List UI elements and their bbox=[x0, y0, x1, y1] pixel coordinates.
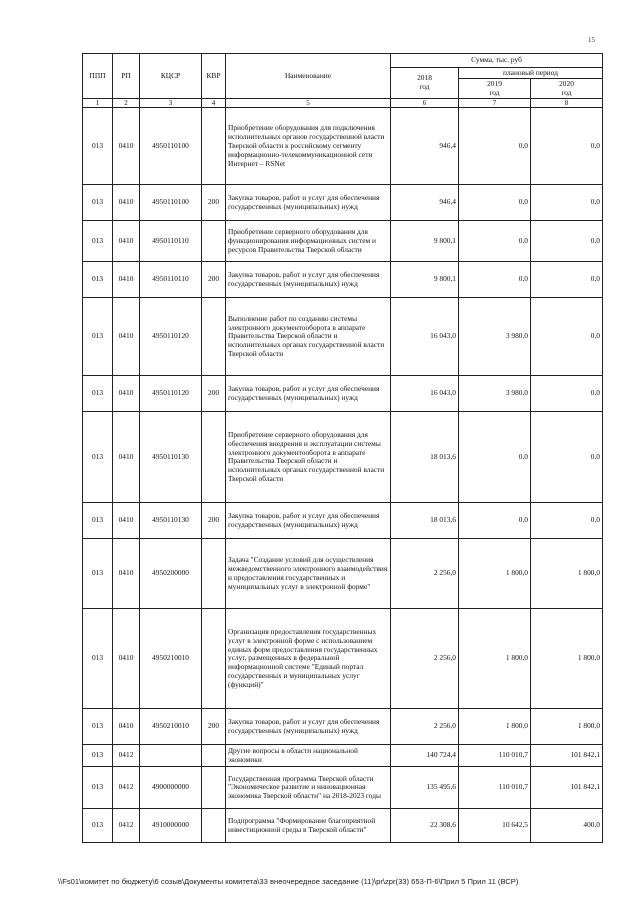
table-row bbox=[83, 108, 603, 185]
cell-name: Приобретение серверного оборудования для обеспечения внедрения и эксплуатации системы электронного документооборота в аппарате Правительства Тверской области и исполнительных органах государственной власти Тверской области bbox=[226, 412, 391, 503]
cell-kcsr: 4950200000 bbox=[140, 539, 202, 609]
cell-kvr bbox=[202, 221, 226, 262]
cell-amount-2018: 2 256,0 bbox=[391, 539, 459, 609]
cell-rp: 0410 bbox=[113, 609, 140, 709]
cell-rp: 0410 bbox=[113, 108, 140, 185]
cell-kvr bbox=[202, 745, 226, 767]
header-name: Наименование bbox=[226, 54, 391, 99]
table-row bbox=[83, 262, 603, 298]
cell-kvr: 200 bbox=[202, 503, 226, 539]
cell-amount-2020: 0,0 bbox=[531, 221, 603, 262]
cell-ppp: 013 bbox=[83, 609, 113, 709]
column-index: 3 bbox=[140, 99, 202, 108]
header-kcsr: КЦСР bbox=[140, 54, 202, 99]
column-index: 7 bbox=[459, 99, 531, 108]
cell-kcsr: 4950110110 bbox=[140, 262, 202, 298]
cell-rp: 0410 bbox=[113, 221, 140, 262]
cell-kvr bbox=[202, 767, 226, 809]
table-row bbox=[83, 745, 603, 767]
table-row bbox=[83, 767, 603, 809]
cell-name: Другие вопросы в области национальной экономики bbox=[226, 745, 391, 767]
cell-amount-2018: 135 495,6 bbox=[391, 767, 459, 809]
cell-name: Закупка товаров, работ и услуг для обеспечения государственных (муниципальных) нужд bbox=[226, 262, 391, 298]
cell-ppp: 013 bbox=[83, 262, 113, 298]
cell-amount-2018: 2 256,0 bbox=[391, 609, 459, 709]
cell-kcsr: 4950110120 bbox=[140, 376, 202, 412]
header-2019-word: год bbox=[489, 87, 500, 97]
cell-name: Закупка товаров, работ и услуг для обеспечения государственных (муниципальных) нужд bbox=[226, 185, 391, 221]
cell-amount-2018: 16 043,0 bbox=[391, 298, 459, 376]
table-row bbox=[83, 412, 603, 503]
cell-rp: 0410 bbox=[113, 298, 140, 376]
cell-kvr bbox=[202, 609, 226, 709]
header-2020-word: год bbox=[561, 87, 572, 97]
cell-kvr bbox=[202, 108, 226, 185]
cell-rp: 0410 bbox=[113, 503, 140, 539]
cell-ppp: 013 bbox=[83, 503, 113, 539]
cell-amount-2020: 0,0 bbox=[531, 185, 603, 221]
cell-rp: 0410 bbox=[113, 539, 140, 609]
cell-name: Закупка товаров, работ и услуг для обеспечения государственных (муниципальных) нужд bbox=[226, 709, 391, 745]
header-rp: РП bbox=[113, 54, 140, 99]
cell-ppp: 013 bbox=[83, 221, 113, 262]
header-year-2019 bbox=[459, 79, 531, 99]
cell-amount-2020: 0,0 bbox=[531, 298, 603, 376]
budget-table bbox=[82, 53, 603, 843]
cell-ppp: 013 bbox=[83, 809, 113, 843]
cell-amount-2019: 0,0 bbox=[459, 108, 531, 185]
cell-amount-2019: 0,0 bbox=[459, 503, 531, 539]
cell-name: Государственная программа Тверской области "Экономическое развитие и инновационная экономика Тверской области" на 2018-2023 годы bbox=[226, 767, 391, 809]
cell-rp: 0412 bbox=[113, 745, 140, 767]
cell-ppp: 013 bbox=[83, 108, 113, 185]
cell-name: Закупка товаров, работ и услуг для обеспечения государственных (муниципальных) нужд bbox=[226, 376, 391, 412]
cell-amount-2020: 0,0 bbox=[531, 376, 603, 412]
cell-kvr: 200 bbox=[202, 185, 226, 221]
cell-amount-2019: 0,0 bbox=[459, 185, 531, 221]
header-2019-year: 2019 bbox=[487, 78, 502, 88]
cell-rp: 0412 bbox=[113, 767, 140, 809]
cell-kvr bbox=[202, 539, 226, 609]
table-row bbox=[83, 539, 603, 609]
table-body bbox=[83, 99, 603, 843]
cell-kvr bbox=[202, 298, 226, 376]
cell-name: Закупка товаров, работ и услуг для обеспечения государственных (муниципальных) нужд bbox=[226, 503, 391, 539]
cell-rp: 0410 bbox=[113, 412, 140, 503]
cell-ppp: 013 bbox=[83, 185, 113, 221]
cell-kcsr: 4950110130 bbox=[140, 412, 202, 503]
cell-ppp: 013 bbox=[83, 709, 113, 745]
cell-amount-2020: 400,0 bbox=[531, 809, 603, 843]
cell-kcsr: 4950210010 bbox=[140, 609, 202, 709]
cell-amount-2018: 2 256,0 bbox=[391, 709, 459, 745]
cell-kcsr: 4950110110 bbox=[140, 221, 202, 262]
cell-name: Приобретение оборудования для подключения исполнительных органов государственной власти Тверской области к российскому сегменту информационно-телекоммуникационной сети Интернет – RSNet bbox=[226, 108, 391, 185]
cell-rp: 0410 bbox=[113, 185, 140, 221]
page-number: 15 bbox=[588, 36, 595, 44]
cell-kcsr bbox=[140, 745, 202, 767]
cell-amount-2020: 101 842,1 bbox=[531, 745, 603, 767]
cell-kcsr: 4900000000 bbox=[140, 767, 202, 809]
cell-amount-2018: 946,4 bbox=[391, 185, 459, 221]
cell-kcsr: 4950110130 bbox=[140, 503, 202, 539]
column-index: 5 bbox=[226, 99, 391, 108]
table-row bbox=[83, 709, 603, 745]
table-row bbox=[83, 503, 603, 539]
cell-kvr bbox=[202, 412, 226, 503]
cell-amount-2019: 3 980,0 bbox=[459, 298, 531, 376]
cell-amount-2018: 946,4 bbox=[391, 108, 459, 185]
cell-amount-2019: 0,0 bbox=[459, 262, 531, 298]
table-row bbox=[83, 298, 603, 376]
cell-amount-2020: 1 800,0 bbox=[531, 709, 603, 745]
cell-amount-2019: 0,0 bbox=[459, 412, 531, 503]
cell-amount-2019: 1 800,0 bbox=[459, 709, 531, 745]
cell-amount-2018: 9 800,1 bbox=[391, 221, 459, 262]
cell-kvr: 200 bbox=[202, 262, 226, 298]
cell-kvr: 200 bbox=[202, 376, 226, 412]
cell-name: Задача "Создание условий для осуществления межведомственного электронного взаимодействия и предоставления государственных и муниципальных услуг в электронной форме" bbox=[226, 539, 391, 609]
cell-amount-2018: 18 013,6 bbox=[391, 503, 459, 539]
cell-kcsr: 4950110100 bbox=[140, 108, 202, 185]
header-2020-year: 2020 bbox=[559, 78, 574, 88]
cell-kcsr: 4910000000 bbox=[140, 809, 202, 843]
cell-ppp: 013 bbox=[83, 767, 113, 809]
cell-rp: 0410 bbox=[113, 262, 140, 298]
cell-amount-2020: 101 842,1 bbox=[531, 767, 603, 809]
cell-amount-2020: 0,0 bbox=[531, 412, 603, 503]
cell-amount-2019: 0,0 bbox=[459, 221, 531, 262]
column-index: 1 bbox=[83, 99, 113, 108]
cell-amount-2020: 0,0 bbox=[531, 108, 603, 185]
column-index: 2 bbox=[113, 99, 140, 108]
cell-amount-2018: 140 724,4 bbox=[391, 745, 459, 767]
cell-amount-2018: 18 013,6 bbox=[391, 412, 459, 503]
cell-amount-2018: 9 800,1 bbox=[391, 262, 459, 298]
cell-amount-2020: 1 800,0 bbox=[531, 609, 603, 709]
table-row bbox=[83, 809, 603, 843]
cell-kcsr: 4950110120 bbox=[140, 298, 202, 376]
header-kvr: КВР bbox=[202, 54, 226, 99]
cell-name: Подпрограмма "Формирование благоприятной инвестиционной среды в Тверской области" bbox=[226, 809, 391, 843]
header-year-2018 bbox=[391, 68, 459, 99]
cell-amount-2018: 22 308,6 bbox=[391, 809, 459, 843]
cell-ppp: 013 bbox=[83, 298, 113, 376]
header-2018-year: 2018 bbox=[417, 73, 432, 83]
cell-kcsr: 4950210010 bbox=[140, 709, 202, 745]
column-index: 6 bbox=[391, 99, 459, 108]
cell-name: Приобретение серверного оборудования для функционирования информационных систем и ресурсов Правительства Тверской области bbox=[226, 221, 391, 262]
cell-amount-2019: 110 010,7 bbox=[459, 767, 531, 809]
table-row bbox=[83, 609, 603, 709]
cell-amount-2019: 110 010,7 bbox=[459, 745, 531, 767]
header-2018-word: год bbox=[419, 82, 430, 91]
cell-rp: 0410 bbox=[113, 376, 140, 412]
column-index: 8 bbox=[531, 99, 603, 108]
column-index-row bbox=[83, 99, 603, 108]
cell-name: Выполнение работ по созданию системы электронного документооборота в аппарате Правительства Тверской области и исполнительных органах государственной власти Тверской области bbox=[226, 298, 391, 376]
cell-ppp: 013 bbox=[83, 539, 113, 609]
cell-amount-2019: 1 800,0 bbox=[459, 609, 531, 709]
cell-amount-2019: 3 980,0 bbox=[459, 376, 531, 412]
cell-kcsr: 4950110100 bbox=[140, 185, 202, 221]
cell-ppp: 013 bbox=[83, 376, 113, 412]
cell-ppp: 013 bbox=[83, 745, 113, 767]
cell-amount-2020: 1 800,0 bbox=[531, 539, 603, 609]
cell-amount-2020: 0,0 bbox=[531, 262, 603, 298]
cell-kvr: 200 bbox=[202, 709, 226, 745]
column-index: 4 bbox=[202, 99, 226, 108]
table-row bbox=[83, 376, 603, 412]
cell-kvr bbox=[202, 809, 226, 843]
cell-ppp: 013 bbox=[83, 412, 113, 503]
cell-rp: 0412 bbox=[113, 809, 140, 843]
footer-file-path: \\Fs01\комитет по бюджету\6 созыв\Документы комитета\33 внеочередное заседание (11)\pr\zpr(33) 653-П-6\Прил 5 Прил 11 (ВСР) bbox=[58, 877, 519, 886]
table-row bbox=[83, 185, 603, 221]
cell-amount-2020: 0,0 bbox=[531, 503, 603, 539]
header-planned-period: плановый период bbox=[459, 68, 603, 79]
cell-amount-2019: 10 642,5 bbox=[459, 809, 531, 843]
table-row bbox=[83, 221, 603, 262]
cell-name: Организация предоставления государственных услуг в электронной форме с использованием единых форм предоставления государственных услуг, размещенных в федеральной информационной системе "Единый портал государственных и муниципальных услуг (функций)" bbox=[226, 609, 391, 709]
cell-amount-2019: 1 800,0 bbox=[459, 539, 531, 609]
header-ppp: ППП bbox=[83, 54, 113, 99]
cell-amount-2018: 16 043,0 bbox=[391, 376, 459, 412]
cell-rp: 0410 bbox=[113, 709, 140, 745]
header-sum: Сумма, тыс. руб bbox=[391, 54, 603, 68]
header-year-2020 bbox=[531, 79, 603, 99]
